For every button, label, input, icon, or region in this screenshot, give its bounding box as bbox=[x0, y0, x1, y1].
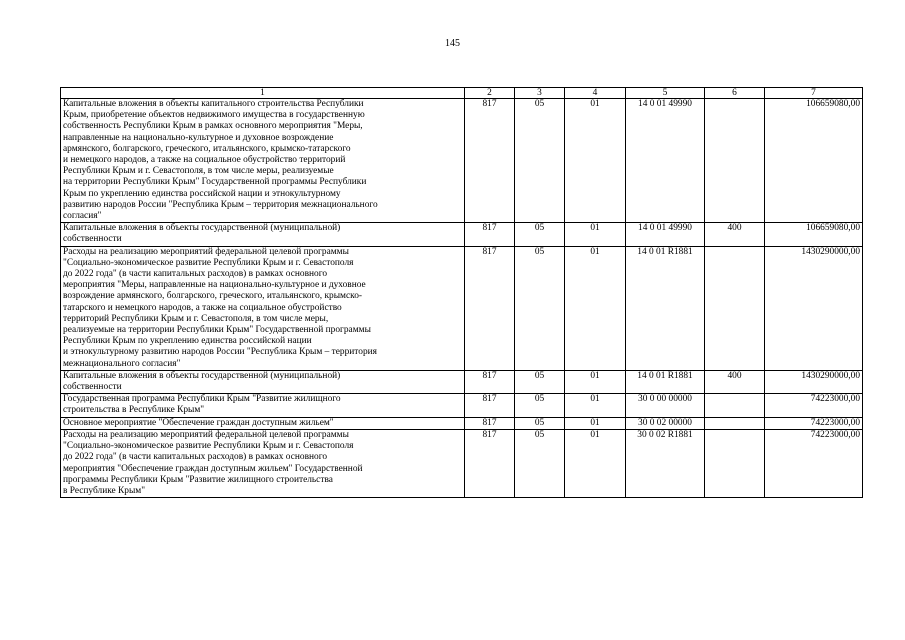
row-section: 05 bbox=[515, 417, 565, 429]
header-row bbox=[61, 88, 863, 99]
row-section: 05 bbox=[515, 246, 565, 370]
row-amount: 74223000,00 bbox=[765, 394, 863, 417]
row-subsection: 01 bbox=[565, 223, 626, 246]
row-section: 05 bbox=[515, 99, 565, 223]
row-subsection: 01 bbox=[565, 370, 626, 393]
row-expense-type: 400 bbox=[705, 370, 765, 393]
row-target-code: 14 0 01 R1881 bbox=[626, 246, 705, 370]
row-amount: 106659080,00 bbox=[765, 99, 863, 223]
row-target-code: 14 0 01 R1881 bbox=[626, 370, 705, 393]
row-ministry: 817 bbox=[465, 223, 515, 246]
row-amount: 1430290000,00 bbox=[765, 246, 863, 370]
row-name: Капитальные вложения в объекты государственной (муниципальной) собственности bbox=[61, 223, 465, 246]
row-name: Капитальные вложения в объекты государственной (муниципальной) собственности bbox=[61, 370, 465, 393]
row-ministry: 817 bbox=[465, 370, 515, 393]
row-target-code: 14 0 01 49990 bbox=[626, 223, 705, 246]
budget-table bbox=[60, 87, 863, 498]
table-row bbox=[61, 246, 863, 370]
row-ministry: 817 bbox=[465, 394, 515, 417]
row-ministry: 817 bbox=[465, 246, 515, 370]
row-target-code: 14 0 01 49990 bbox=[626, 99, 705, 223]
col-5: 5 bbox=[626, 88, 705, 99]
row-section: 05 bbox=[515, 429, 565, 497]
col-4: 4 bbox=[565, 88, 626, 99]
table-row bbox=[61, 394, 863, 417]
row-expense-type bbox=[705, 99, 765, 223]
row-section: 05 bbox=[515, 394, 565, 417]
table-row bbox=[61, 417, 863, 429]
col-2: 2 bbox=[465, 88, 515, 99]
col-7: 7 bbox=[765, 88, 863, 99]
row-amount: 1430290000,00 bbox=[765, 370, 863, 393]
table-row bbox=[61, 429, 863, 497]
table-row bbox=[61, 223, 863, 246]
table-row bbox=[61, 370, 863, 393]
table-row bbox=[61, 99, 863, 223]
col-3: 3 bbox=[515, 88, 565, 99]
col-6: 6 bbox=[705, 88, 765, 99]
row-expense-type bbox=[705, 246, 765, 370]
row-target-code: 30 0 02 00000 bbox=[626, 417, 705, 429]
row-ministry: 817 bbox=[465, 417, 515, 429]
row-name: Государственная программа Республики Крым "Развитие жилищного строительства в Республике Крым" bbox=[61, 394, 465, 417]
row-name: Капитальные вложения в объекты капитального строительства Республики Крым, приобретение объектов недвижимого имущества в государственную собственность Республики Крым в рамках основного мероприятия "Меры, направленные на национально-культурное и духовное возрождение армянского, болгарского, греческого, итальянского, крымско-татарского и немецкого народов, а также на социальное обустройство территорий Республики Крым и г. Севастополя, в том числе меры, реализуемые на территории Республики Крым" Государственной программы Республики Крым по укреплению единства российской нации и этнокультурному развитию народов России "Республика Крым – территория межнационального согласия" bbox=[61, 99, 465, 223]
row-name: Расходы на реализацию мероприятий федеральной целевой программы "Социально-экономическое развитие Республики Крым и г. Севастополя до 2022 года" (в части капитальных расходов) в рамках основного мероприятия "Обеспечение граждан доступным жильем" Государственной программы Республики Крым "Развитие жилищного строительства в Республике Крым" bbox=[61, 429, 465, 497]
row-name: Основное мероприятие "Обеспечение граждан доступным жильем" bbox=[61, 417, 465, 429]
row-section: 05 bbox=[515, 370, 565, 393]
row-target-code: 30 0 00 00000 bbox=[626, 394, 705, 417]
row-ministry: 817 bbox=[465, 429, 515, 497]
col-1: 1 bbox=[61, 88, 465, 99]
row-expense-type bbox=[705, 417, 765, 429]
row-target-code: 30 0 02 R1881 bbox=[626, 429, 705, 497]
row-amount: 74223000,00 bbox=[765, 429, 863, 497]
row-expense-type bbox=[705, 394, 765, 417]
row-ministry: 817 bbox=[465, 99, 515, 223]
row-expense-type bbox=[705, 429, 765, 497]
row-subsection: 01 bbox=[565, 246, 626, 370]
row-amount: 106659080,00 bbox=[765, 223, 863, 246]
row-subsection: 01 bbox=[565, 417, 626, 429]
row-expense-type: 400 bbox=[705, 223, 765, 246]
row-section: 05 bbox=[515, 223, 565, 246]
row-amount: 74223000,00 bbox=[765, 417, 863, 429]
row-subsection: 01 bbox=[565, 429, 626, 497]
row-subsection: 01 bbox=[565, 99, 626, 223]
row-name: Расходы на реализацию мероприятий федеральной целевой программы "Социально-экономическое развитие Республики Крым и г. Севастополя до 2022 года" (в части капитальных расходов) в рамках основного мероприятия "Меры, направленные на национально-культурное и духовное возрождение армянского, болгарского, греческого, итальянского, крымско- татарского и немецкого народов, а также на социальное обустройство территорий Республики Крым и г. Севастополя, в том числе меры, реализуемые на территории Республики Крым" Государственной программы Республики Крым по укреплению единства российской нации и этнокультурному развитию народов России "Республика Крым – территория межнационального согласия" bbox=[61, 246, 465, 370]
row-subsection: 01 bbox=[565, 394, 626, 417]
page-number: 145 bbox=[445, 38, 460, 49]
